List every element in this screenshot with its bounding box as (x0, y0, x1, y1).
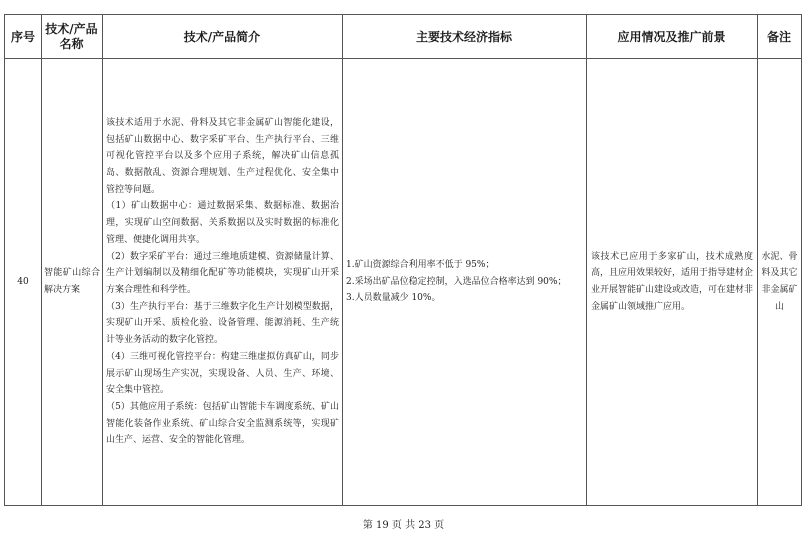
indicator-item: 1.矿山资源综合利用率不低于 95%； (346, 259, 495, 270)
header-remark: 备注 (766, 29, 791, 44)
header-application: 应用情况及推广前景 (617, 29, 726, 44)
intro-paragraph: （5）其他应用子系统：包括矿山智能卡车调度系统、矿山智能化装备作业系统、矿山综合安全监测系统等，实现矿山生产、运营、安全的智能化管理。 (106, 401, 339, 446)
indicators-text (346, 257, 583, 307)
row-application (587, 59, 757, 505)
header-name (41, 15, 102, 59)
indicator-item: 3.人员数量减少 10%。 (346, 293, 441, 304)
header-name-line2: 名称 (59, 37, 84, 51)
row-remark (758, 59, 801, 505)
row-name-value: 智能矿山综合解决方案 (44, 268, 100, 295)
row-indicators (343, 59, 586, 505)
catalog-table (4, 14, 802, 506)
intro-paragraph: （1）矿山数据中心：通过数据采集、数据标准、数据治理，实现矿山空间数据、关系数据以及实时数据的标准化管理、便捷化调用共享。 (106, 201, 339, 245)
intro-text (106, 115, 339, 449)
remark-text: 水泥、骨料及其它非金属矿山 (761, 251, 798, 312)
row-no (5, 59, 41, 505)
header-indicators: 主要技术经济指标 (415, 29, 512, 44)
intro-paragraph: （2）数字采矿平台：通过三维地质建模、资源储量计算、生产计划编制以及精细化配矿等功能模块，实现矿山开采方案合理性和科学性。 (106, 251, 339, 295)
row-no-value: 40 (17, 276, 29, 287)
row-intro (103, 59, 342, 505)
header-intro: 技术/产品简介 (183, 29, 261, 44)
indicator-item: 2.采场出矿品位稳定控制，入选品位合格率达到 90%； (346, 276, 567, 287)
intro-paragraph: （3）生产执行平台：基于三维数字化生产计划模型数据，实现矿山开采、质检化验、设备管理、能源消耗、生产统计等业务活动的数字化管控。 (106, 301, 339, 346)
intro-paragraph: 该技术适用于水泥、骨料及其它非金属矿山智能化建设，包括矿山数据中心、数字采矿平台、生产执行平台、三维可视化管控平台以及多个应用子系统，解决矿山信息孤岛、数据散乱、资源合理规划、生产过程优化、安全集中管控等问题。 (106, 117, 339, 195)
header-no: 序号 (10, 29, 35, 44)
intro-paragraph: （4）三维可视化管控平台：构建三维虚拟仿真矿山，同步展示矿山现场生产实况，实现设备、人员、生产、环境、安全集中管控。 (106, 351, 339, 396)
row-name (42, 59, 102, 505)
header-name-line1: 技术/产品 (45, 22, 98, 36)
application-text: 该技术已应用于多家矿山，技术成熟度高，且应用效果较好，适用于指导建材企业开展智能矿山建设或改造，可在建材非金属矿山领域推广应用。 (591, 251, 754, 312)
page-number: 第 19 页 共 23 页 (362, 520, 445, 531)
